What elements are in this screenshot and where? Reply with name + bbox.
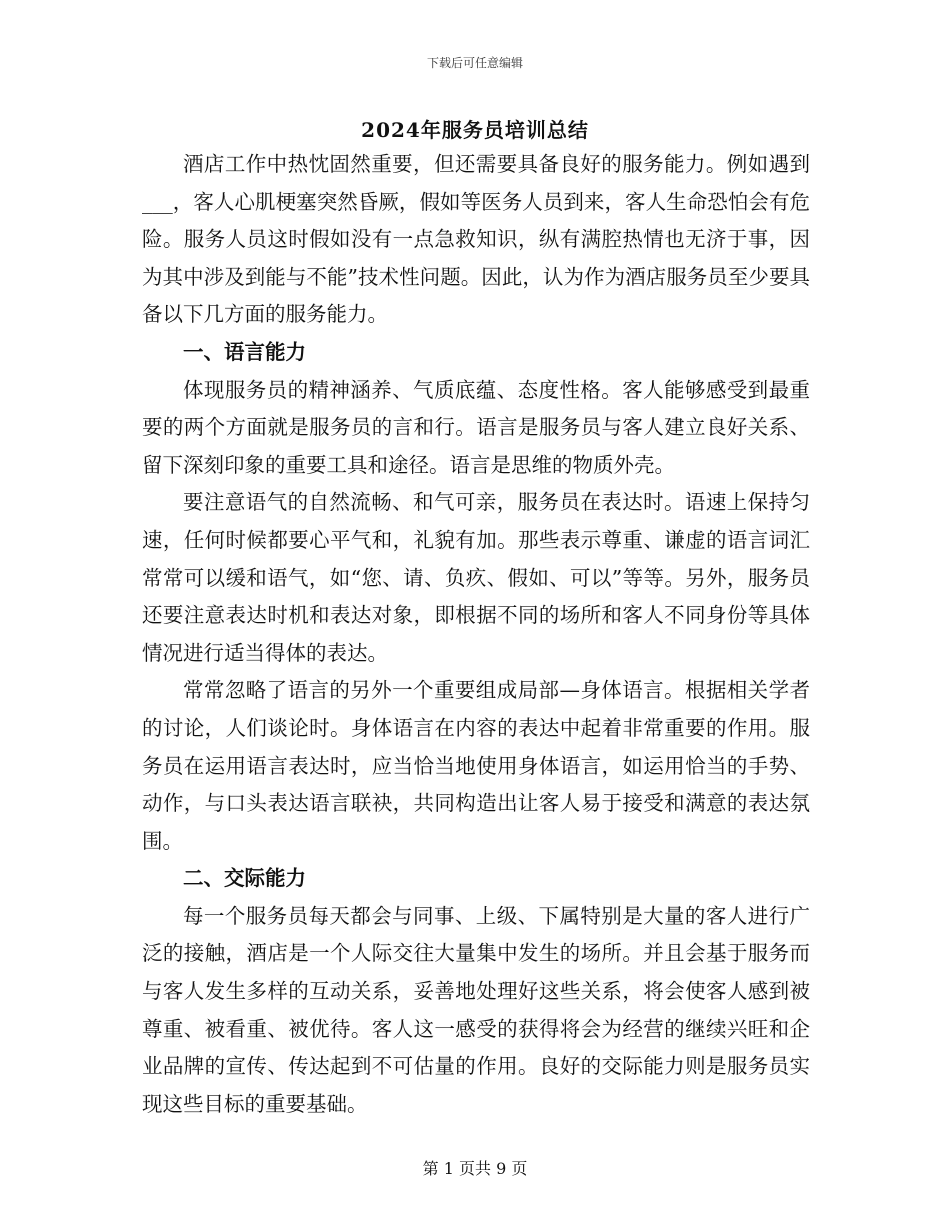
section-heading-communication: 二、交际能力 — [183, 866, 306, 891]
intro-paragraph: 酒店工作中热忱固然重要，但还需要具备良好的服务能力。例如遇到___，客人心肌梗塞突然昏厥，假如等医务人员到来，客人生命恐怕会有危险。服务人员这时假如没有一点急救知识，纵有满腔热情也无济于事，因为其中涉及到能与不能”技术性问题。因此，认为作为酒店服务员至少要具备以下几方面的服务能力。 — [142, 152, 810, 327]
document-body — [142, 146, 810, 1123]
page-number: 第 1 页共 9 页 — [422, 1159, 528, 1178]
section-heading-language: 一、语言能力 — [183, 339, 306, 364]
paragraph: 每一个服务员每天都会与同事、上级、下属特别是大量的客人进行广泛的接触，酒店是一个人际交往大量集中发生的场所。并且会基于服务而与客人发生多样的互动关系，妥善地处理好这些关系，将会使客人感到被尊重、被看重、被优待。客人这一感受的获得将会为经营的继续兴旺和企业品牌的宣传、传达起到不可估量的作用。良好的交际能力则是服务员实现这些目标的重要基础。 — [142, 903, 810, 1116]
paragraph: 体现服务员的精神涵养、气质底蕴、态度性格。客人能够感受到最重要的两个方面就是服务员的言和行。语言是服务员与客人建立良好关系、留下深刻印象的重要工具和途径。语言是思维的物质外壳。 — [142, 377, 810, 477]
document-title: 2024年服务员培训总结 — [361, 118, 589, 142]
header-note: 下载后可任意编辑 — [426, 56, 523, 70]
paragraph: 要注意语气的自然流畅、和气可亲，服务员在表达时。语速上保持匀速，任何时候都要心平气和，礼貌有加。那些表示尊重、谦虚的语言词汇常常可以缓和语气，如“您、请、负疚、假如、可以”等等。另外，服务员还要注意表达时机和表达对象，即根据不同的场所和客人不同身份等具体情况进行适当得体的表达。 — [142, 490, 810, 665]
paragraph: 常常忽略了语言的另外一个重要组成局部—身体语言。根据相关学者的讨论，人们谈论时。身体语言在内容的表达中起着非常重要的作用。服务员在运用语言表达时，应当恰当地使用身体语言，如运用恰当的手势、动作，与口头表达语言联袂，共同构造出让客人易于接受和满意的表达氛围。 — [142, 678, 810, 853]
